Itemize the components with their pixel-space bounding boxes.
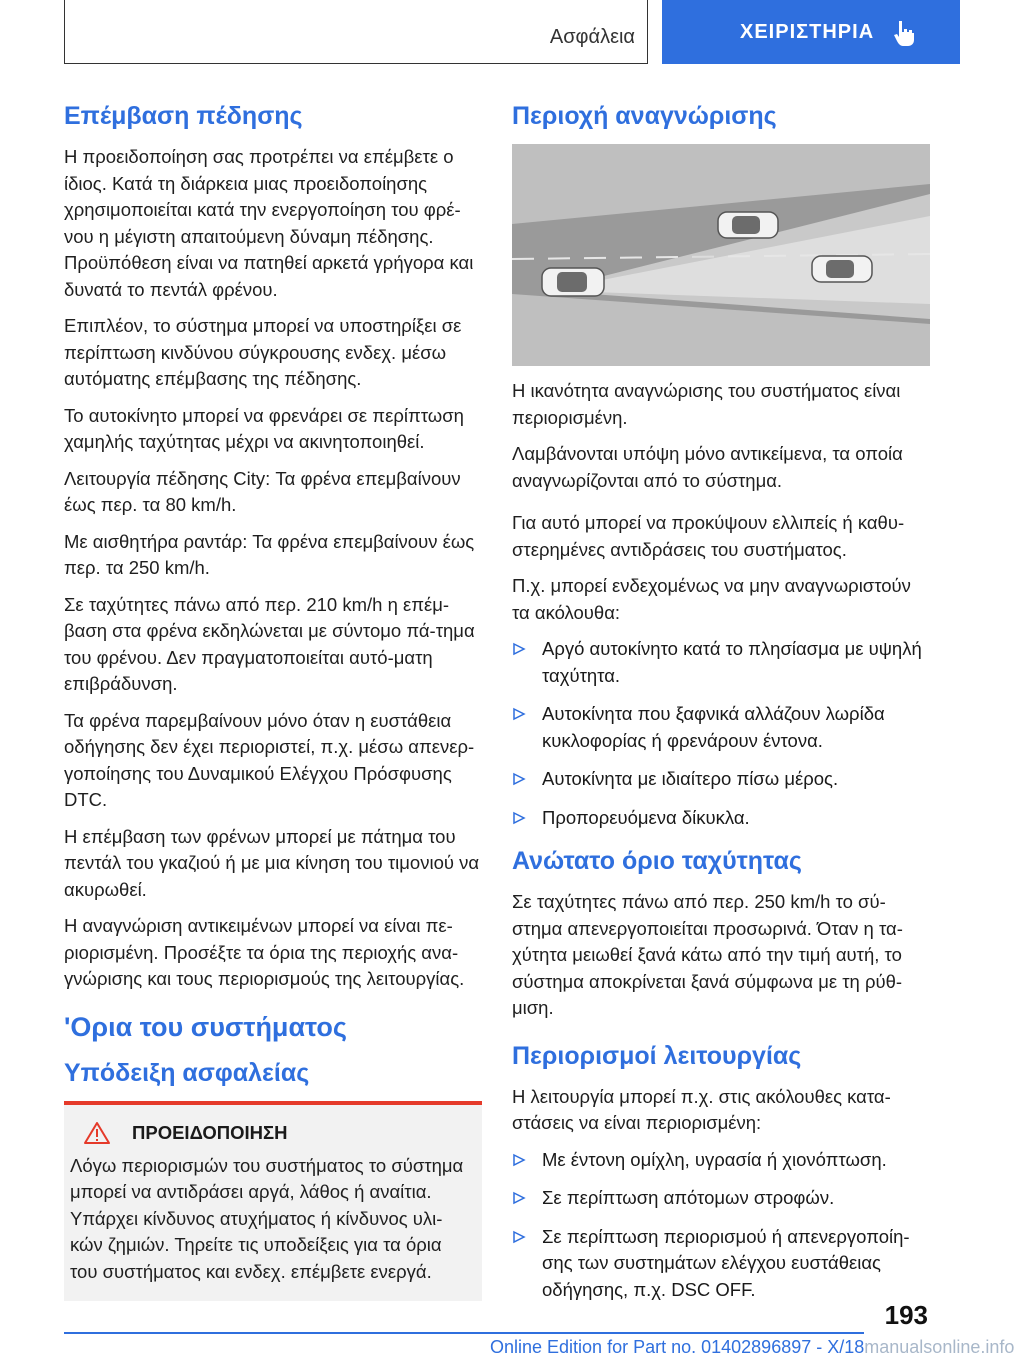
paragraph: Η προειδοποίηση σας προτρέπει να επέμβετε ο ίδιος. Κατά τη διάρκεια μιας προειδοποίησης χρησιμοποιείται κατά την ενεργοποίηση του φρέ-νου η μέγιστη απαιτούμενη δύναμη πέδησης. Προϋπόθεση είναι να πατηθεί αρκετά γρήγορα και δυνατά το πεντάλ φρένου. [64, 146, 474, 300]
footer-brand-watermark: manualsonline.info [864, 1337, 1014, 1357]
detection-area-illustration [512, 144, 930, 366]
warning-title: ΠΡΟΕΙΔΟΠΟΙΗΣΗ [132, 1121, 288, 1143]
list-item: Σε περίπτωση περιορισμού ή απενεργοποίη-σης των συστημάτων ελέγχου ευστάθειας οδήγησης, π.χ. DSC OFF. [512, 1224, 930, 1304]
ego-car-icon [542, 268, 604, 296]
triangle-bullet-icon [512, 642, 526, 656]
vehicle-ahead-icon [718, 212, 778, 238]
heading-max-speed: Ανώτατο όριο ταχύτητας [512, 847, 802, 875]
triangle-bullet-icon [512, 1230, 526, 1244]
triangle-bullet-icon [512, 1191, 526, 1205]
paragraph: Με αισθητήρα ραντάρ: Τα φρένα επεμβαίνουν έως περ. τα 250 km/h. [64, 530, 475, 578]
heading-function-limits: Περιορισμοί λειτουργίας [512, 1041, 802, 1070]
heading-safety-note: Υπόδειξη ασφαλείας [64, 1058, 310, 1087]
triangle-bullet-icon [512, 811, 526, 825]
right-column [512, 100, 930, 1315]
footer-divider [64, 1332, 864, 1334]
paragraph: Το αυτοκίνητο μπορεί να φρενάρει σε περίπτωση χαμηλής ταχύτητας μέχρι να ακινητοποιηθεί. [64, 404, 464, 452]
list-item: Αυτοκίνητα που ξαφνικά αλλάζουν λωρίδα κυκλοφορίας ή φρενάρουν έντονα. [512, 701, 930, 754]
warning-triangle-icon [84, 1121, 110, 1145]
paragraph: Σε ταχύτητες πάνω από περ. 210 km/h η επέμ-βαση στα φρένα εκδηλώνεται με σύντομο πά-τημα του φρένου. Δεν πραγματοποιείται αυτό-ματη επιβράδυνση. [64, 593, 475, 694]
heading-braking-intervention: Επέμβαση πέδησης [64, 102, 303, 130]
footer-edition [490, 1337, 1014, 1358]
paragraph: Π.χ. μπορεί ενδεχομένως να μην αναγνωριστούν τα ακόλουθα: [512, 575, 911, 623]
paragraph: Η αναγνώριση αντικειμένων μπορεί να είναι πε-ριορισμένη. Προσέξτε τα όρια της περιοχής ανα-γνώρισης και τους περιορισμούς της λειτουργίας. [64, 915, 465, 989]
list-item: Προπορευόμενα δίκυκλα. [512, 805, 930, 832]
triangle-bullet-icon [512, 772, 526, 786]
left-column [64, 100, 482, 1301]
warning-text: Λόγω περιορισμών του συστήματος το σύστημα μπορεί να αντιδράσει αργά, λάθος ή αναίτια. Υπάρχει κίνδυνος ατυχήματος ή κίνδυνος υλι-κών ζημιών. Τηρείτε τις υποδείξεις για τα όρια του συστήματος και ενδεχ. επέμβετε ενεργά. [70, 1154, 464, 1282]
list-item: Με έντονη ομίχλη, υγρασία ή χιονόπτωση. [512, 1147, 930, 1174]
paragraph: Λειτουργία πέδησης City: Τα φρένα επεμβαίνουν έως περ. τα 80 km/h. [64, 467, 461, 515]
list-item: Αυτοκίνητα με ιδιαίτερο πίσω μέρος. [512, 766, 930, 793]
paragraph: Επιπλέον, το σύστημα μπορεί να υποστηρίξει σε περίπτωση κινδύνου σύγκρουσης ενδεχ. μέσω αυτόματης επέμβασης της πέδησης. [64, 315, 462, 389]
triangle-bullet-icon [512, 1153, 526, 1167]
paragraph: Σε ταχύτητες πάνω από περ. 250 km/h το σύ-στημα απενεργοποιείται προσωρινά. Όταν η τα-χύτητα μειωθεί ξανά κάτω από την τιμή αυτή, το σύστημα αποκρίνεται ξανά σύμφωνα με τη ρύθ-μιση. [512, 891, 903, 1018]
header-section-box [64, 0, 648, 64]
warning-box [64, 1101, 482, 1302]
page-number: 193 [884, 1300, 928, 1330]
paragraph: Τα φρένα παρεμβαίνουν μόνο όταν η ευστάθεια οδήγησης δεν έχει περιοριστεί, π.χ. μέσω απενερ-γοποίησης του Δυναμικού Ελέγχου Πρόσφυσης DTC. [64, 709, 475, 810]
footer-edition-text: Online Edition for Part no. 01402896897 - X/18 [490, 1337, 865, 1357]
heading-system-limits: 'Ορια του συστήματος [64, 1011, 347, 1042]
function-limits-list [512, 1147, 930, 1304]
pointing-hand-icon [890, 18, 920, 48]
header-tab-label: ΧΕΙΡΙΣΤΗΡΙΑ [740, 20, 875, 43]
paragraph: Για αυτό μπορεί να προκύψουν ελλιπείς ή καθυ-στερημένες αντιδράσεις του συστήματος. [512, 512, 905, 560]
heading-detection-area: Περιοχή αναγνώρισης [512, 102, 777, 130]
warning-title-row [70, 1121, 470, 1145]
paragraph: Η λειτουργία μπορεί π.χ. στις ακόλουθες κατα-στάσεις να είναι περιορισμένη: [512, 1085, 891, 1133]
paragraph: Η ικανότητα αναγνώρισης του συστήματος είναι περιορισμένη. [512, 380, 901, 428]
list-item: Αργό αυτοκίνητο κατά το πλησίασμα με υψηλή ταχύτητα. [512, 636, 930, 689]
vehicle-right-icon [812, 256, 872, 282]
undetected-objects-list [512, 636, 930, 831]
list-item: Σε περίπτωση απότομων στροφών. [512, 1185, 930, 1212]
triangle-bullet-icon [512, 707, 526, 721]
header-section-title: Ασφάλεια [549, 26, 635, 48]
paragraph: Η επέμβαση των φρένων μπορεί με πάτημα του πεντάλ του γκαζιού ή με μια κίνηση του τιμονιού να ακυρωθεί. [64, 825, 480, 900]
header-tab-controls[interactable] [662, 0, 960, 64]
paragraph: Λαμβάνονται υπόψη μόνο αντικείμενα, τα οποία αναγνωρίζονται από το σύστημα. [512, 443, 903, 491]
